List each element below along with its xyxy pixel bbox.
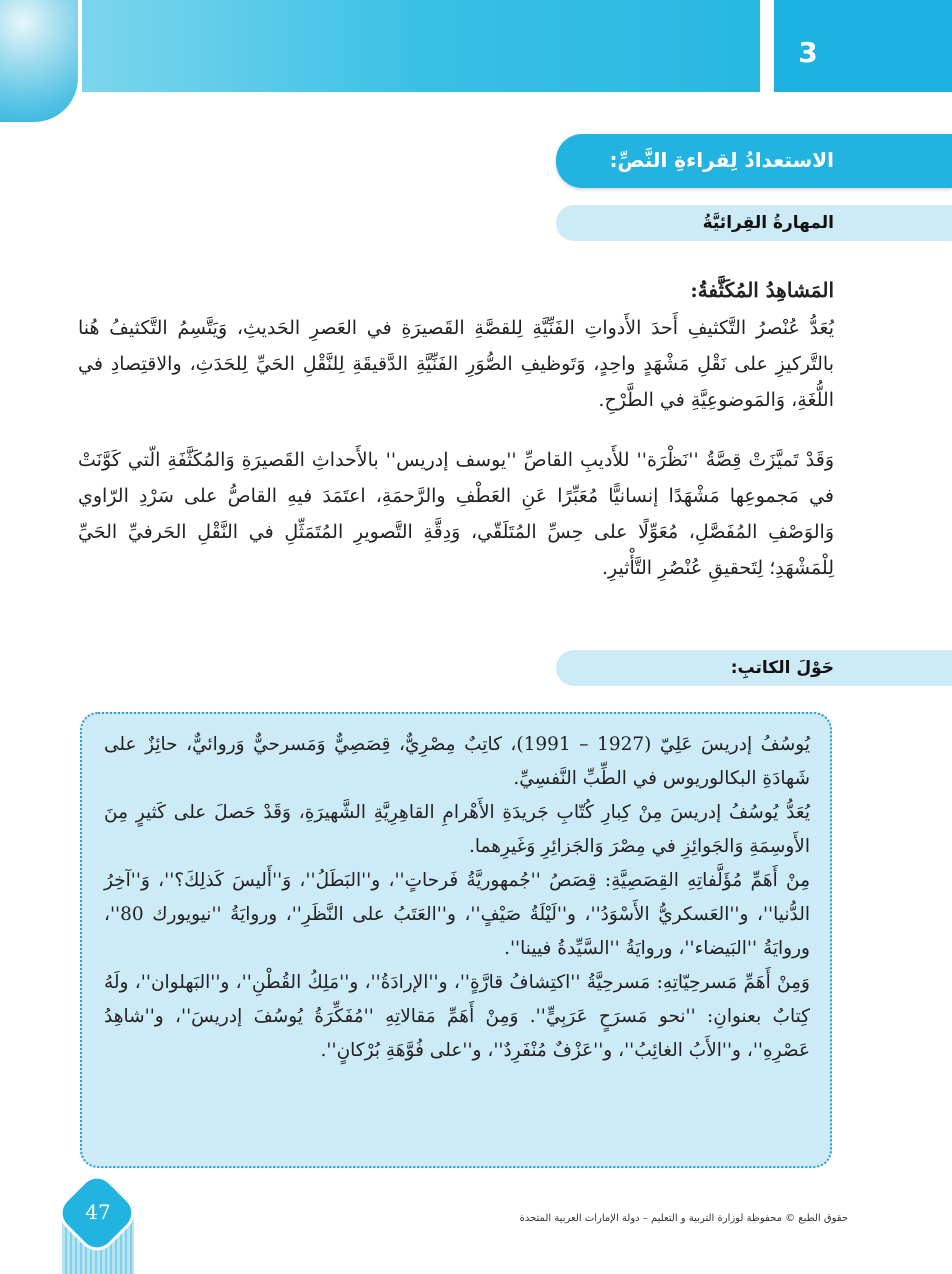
page-number-badge	[62, 1180, 138, 1274]
about-paragraph-3: مِنْ أَهَمِّ مُؤَلَّفاتِهِ القِصَصِيَّةِ: قِصَصُ ''جُمهوريَّةُ فَرحاتٍ''، و''البَطَلُ''، وَ''أَليسَ كَذلِكَ؟''، وَ''آخِرُ الدُّنيا''، و''العَسكريُّ الأَسْوَدُ''، و''لَيْلَةُ صَيْفٍ''، و''العَتَبُ على النَّظَرِ''، وروايَةُ ''نيويورك 80''، وروايَةُ ''البَيضاء''، وروايَةُ ''السَّيِّدةُ فيينا''.	[104, 870, 810, 959]
section-header-about	[556, 650, 952, 686]
section-title-prep: الاستعدادُ لِقراءةِ النَّصِّ:	[609, 148, 834, 172]
skill-paragraph-2-text: وَقَدْ تَميَّزَتْ قِصَّةُ ''نَظْرَة'' للأَديبِ القاصِّ ''يوسف إدريس'' بالأَحداثِ القَصيرَةِ وَالمُكَثَّفَةِ الّتي كَوَّنَتْ في مَجموعِها مَشْهَدًا إنسانيًّا مُعَبِّرًا عَنِ العَطْفِ والرَّحمَةِ، اعتَمَدَ فيهِ القاصُّ على سَرْدِ الرّاوي وَالوَصْفِ المُفَصَّلِ، مُعَوِّلًا على حِسِّ المُتَلَقّي، وَدِقَّةِ التَّصويرِ المُتَمَثِّلِ في النَّقْلِ الحَرفيِّ الحَيِّ لِلْمَشْهَدِ؛ لِتَحقيقِ عُنْصُرِ التَّأْثيرِ.	[78, 449, 834, 579]
corner-decoration	[0, 0, 82, 132]
copyright-notice: حقوق الطبع © محفوظة لوزارة التربية و التعليم – دولة الإمارات العربية المتحدة	[519, 1213, 848, 1224]
section-title-skill: المهارةُ القِرائيَّةُ	[702, 213, 834, 233]
section-title-about: حَوْلَ الكاتبِ:	[730, 658, 834, 678]
skill-paragraph-2	[78, 442, 834, 586]
about-paragraph-4: وَمِنْ أَهَمِّ مَسرحِيّاتِهِ: مَسرحِيَّةُ ''اكتِشافُ قارَّةٍ''، و''الإرادَةُ''، و''مَلِكُ القُطْنِ''، و''البَهلوان''، ولَهُ كِتابٌ بعنوانِ: ''نحو مَسرَحٍ عَرَبِيٍّ''. وَمِنْ أَهَمِّ مَقالاتِهِ ''مُفَكِّرَةُ يُوسُفَ إدريسَ''، و''شاهِدُ عَصْرِهِ''، و''الأَبُ الغائِبُ''، و''عَزْفٌ مُنْفَرِدٌ''، و''على فُوَّهَةِ بُرْكانٍ''.	[104, 972, 810, 1061]
skill-paragraph-1-text: يُعَدُّ عُنْصرُ التَّكثيفِ أَحدَ الأَدواتِ الفَنِّيَّةِ لِلقصَّةِ القَصيرَةِ في العَصرِ الحَديثِ، وَيَتَّسِمُ التَّكثيفُ هُنا بالتَّركيزِ على نَقْلِ مَشْهَدٍ واحِدٍ، وَتَوظيفِ الصُّوَرِ الفَنِّيَّةِ الدَّقيقَةِ لِلنَّقْلِ الحَيِّ لِلحَدَثِ، والاقتِصادِ في اللُّغَةِ، وَالمَوضوعِيَّةِ في الطَّرْحِ.	[78, 317, 834, 411]
corner-disc-image	[0, 0, 78, 122]
page-number: 47	[85, 1200, 111, 1224]
about-author-box	[80, 712, 832, 1168]
section-header-prep	[556, 134, 952, 188]
about-paragraph-2: يُعَدُّ يُوسُفُ إدريسَ مِنْ كِبارِ كُتّابِ جَريدَةِ الأَهْرامِ القاهِرِيَّةِ الشَّهيرَةِ، وَقَدْ حَصلَ على كَثيرٍ مِنَ الأَوسِمَةِ وَالجَوائِزِ في مِصْرَ وَالجَزائِرِ وَغَيرِهما.	[104, 802, 810, 857]
skill-title: المَشاهِدُ المُكَثَّفةُ:	[690, 278, 834, 302]
chapter-number: 3	[798, 36, 818, 69]
banner-divider	[760, 0, 774, 100]
skill-paragraph-1	[78, 310, 834, 418]
about-paragraph-1: يُوسُفُ إدريسَ عَلِيّ (1927 – 1991)، كاتِبٌ مِصْرِيٌّ، قِصَصِيٌّ وَمَسرحيٌّ وَروائيٌّ، حائِزٌ على شَهادَةِ البكالوريوس في الطِّبِّ النَّفسِيِّ.	[104, 734, 810, 789]
section-header-skill	[556, 205, 952, 241]
about-author-text	[104, 728, 810, 1068]
